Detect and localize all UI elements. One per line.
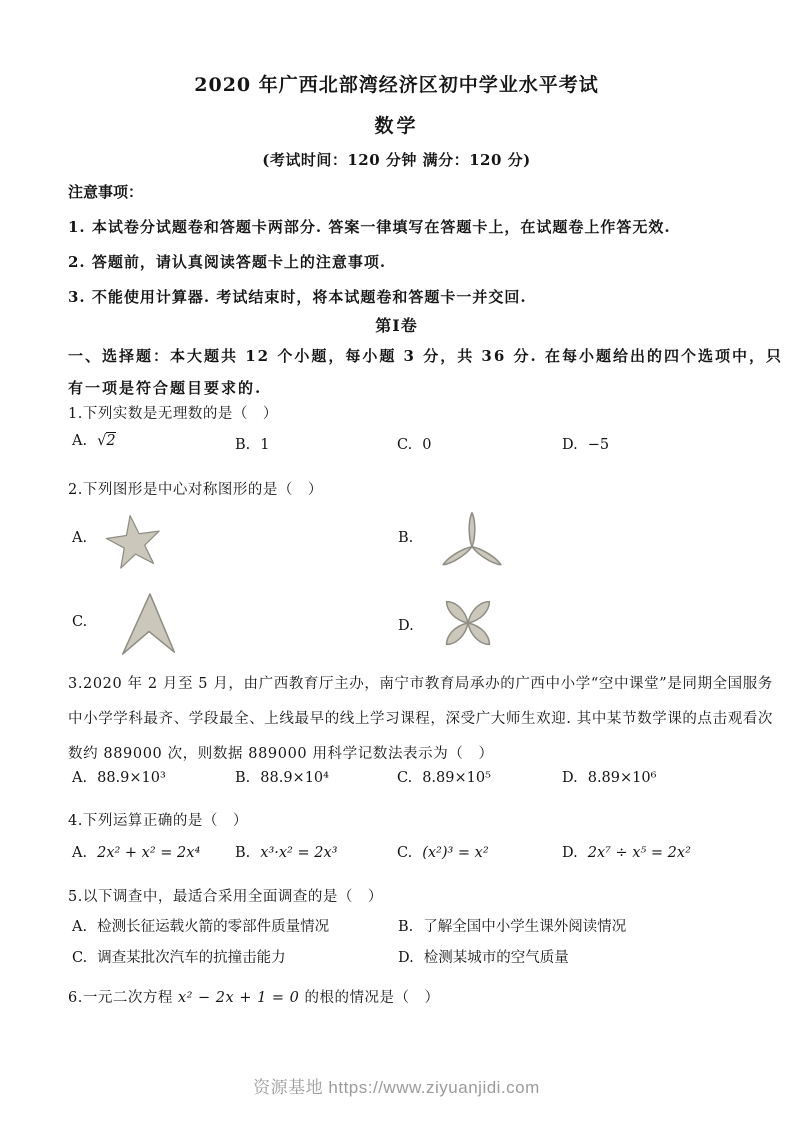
q6-formula: x² − 2x + 1 = 0 [177,990,300,1006]
q2-option-b-label [398,530,423,546]
q1-option-b [235,437,270,453]
question-2-stem: 2.下列图形是中心对称图形的是（ ） [68,482,323,498]
q2-option-a-label [72,530,97,546]
q5-option-c [72,946,286,967]
q1-option-a [72,433,116,449]
petal-shape [464,598,493,627]
option-value: 检测某城市的空气质量 [423,950,569,966]
option-value: 8.89×10⁵ [422,770,491,786]
q5-option-b [398,915,626,936]
option-label: A. [72,433,88,449]
q5-option-a [72,915,329,936]
option-value: x³·x² = 2x³ [260,845,338,861]
four-petal-flower-figure [434,587,502,659]
arrowhead-shape [123,594,175,654]
option-label: D. [562,845,578,861]
question-3-stem-line-1: 3.2020 年 2 月至 5 月，由广西教育厅主办，南宁市教育局承办的广西中小学“空中课堂”是同期全国服务 [68,676,773,692]
option-value: 1 [260,437,270,453]
option-label: B. [398,919,414,935]
petal-shape [471,544,503,567]
q4-option-b [235,845,337,861]
option-label: D. [562,437,578,453]
three-petal-pinwheel-figure [438,509,506,575]
q3-option-c [397,770,491,786]
option-label: B. [398,530,414,546]
q6-stem-prefix: 6.一元二次方程 [68,990,178,1006]
part-heading: 第I卷 [375,316,418,335]
q2-option-d-label [398,618,424,634]
option-value: 2x⁷ ÷ x⁵ = 2x² [587,845,691,861]
question-5-stem: 5.以下调查中，最适合采用全面调查的是（ ） [68,889,383,905]
five-pointed-star-figure [100,506,168,576]
option-value: −5 [587,437,610,453]
petal-shape [443,598,472,627]
question-6-stem [68,986,440,1007]
q1-option-d [562,437,609,453]
question-1-stem: 1.下列实数是无理数的是（ ） [68,406,278,422]
option-label: A. [72,845,88,861]
option-label: B. [235,845,251,861]
notice-item-1: 1. 本试卷分试题卷和答题卡两部分. 答案一律填写在答题卡上，在试题卷上作答无效. [68,218,671,236]
radical-sign: √ [97,433,107,449]
petal-shape [464,619,493,648]
petal-shape [443,619,472,648]
notice-item-3: 3. 不能使用计算器. 考试结束时，将本试题卷和答题卡一并交回. [68,288,527,306]
option-label: D. [398,950,414,966]
exam-subject: 数学 [374,115,419,137]
petal-shape [469,513,475,547]
option-label: C. [397,845,413,861]
option-value: 88.9×10³ [97,770,166,786]
q4-option-c [397,845,489,861]
option-value: (x²)³ = x² [422,845,489,861]
notice-heading: 注意事项： [68,183,144,201]
q3-option-b [235,770,329,786]
option-label: B. [235,437,251,453]
exam-title: 2020 年广西北部湾经济区初中学业水平考试 [194,74,599,96]
q4-option-a [72,845,200,861]
footer-watermark: 资源基地 https://www.ziyuanjidi.com [253,1078,540,1097]
q6-stem-suffix: 的根的情况是（ ） [299,990,440,1006]
notice-item-2: 2. 答题前，请认真阅读答题卡上的注意事项. [68,253,387,271]
q3-option-d [562,770,656,786]
option-label: C. [397,437,413,453]
option-value: 2x² + x² = 2x⁴ [97,845,201,861]
option-label: A. [72,770,88,786]
question-3-stem-line-3: 数约 889000 次，则数据 889000 用科学记数法表示为（ ） [68,746,494,762]
q5-option-d [398,946,569,967]
option-label: A. [72,919,88,935]
petal-shape [442,544,474,567]
option-value: 了解全国中小学生课外阅读情况 [423,919,627,935]
radicand: 2 [106,433,116,449]
q3-option-a [72,770,166,786]
option-label: C. [397,770,413,786]
exam-info: (考试时间：120 分钟 满分：120 分) [262,151,531,169]
option-label: D. [398,618,414,634]
option-value: 检测长征运载火箭的零部件质量情况 [97,919,330,935]
option-label: C. [72,614,88,630]
question-4-stem: 4.下列运算正确的是（ ） [68,813,248,829]
star-shape [104,512,164,570]
option-label: B. [235,770,251,786]
option-value: 8.89×10⁶ [587,770,657,786]
section-intro-line-2: 有一项是符合题目要求的. [68,379,263,397]
arrowhead-figure [118,589,180,659]
option-label: A. [72,530,88,546]
section-intro-line-1: 一、选择题：本大题共 12 个小题，每小题 3 分，共 36 分. 在每小题给出的四个选项中，只 [68,347,783,365]
q1-option-c [397,437,431,453]
option-value: 88.9×10⁴ [260,770,329,786]
option-label: C. [72,950,88,966]
option-value: 0 [422,437,432,453]
option-label: D. [562,770,578,786]
q2-option-c-label [72,614,97,630]
option-value: 调查某批次汽车的抗撞击能力 [97,950,286,966]
q4-option-d [562,845,691,861]
question-3-stem-line-2: 中小学学科最齐、学段最全、上线最早的线上学习课程，深受广大师生欢迎. 其中某节数学课的点击观看次 [68,711,774,727]
